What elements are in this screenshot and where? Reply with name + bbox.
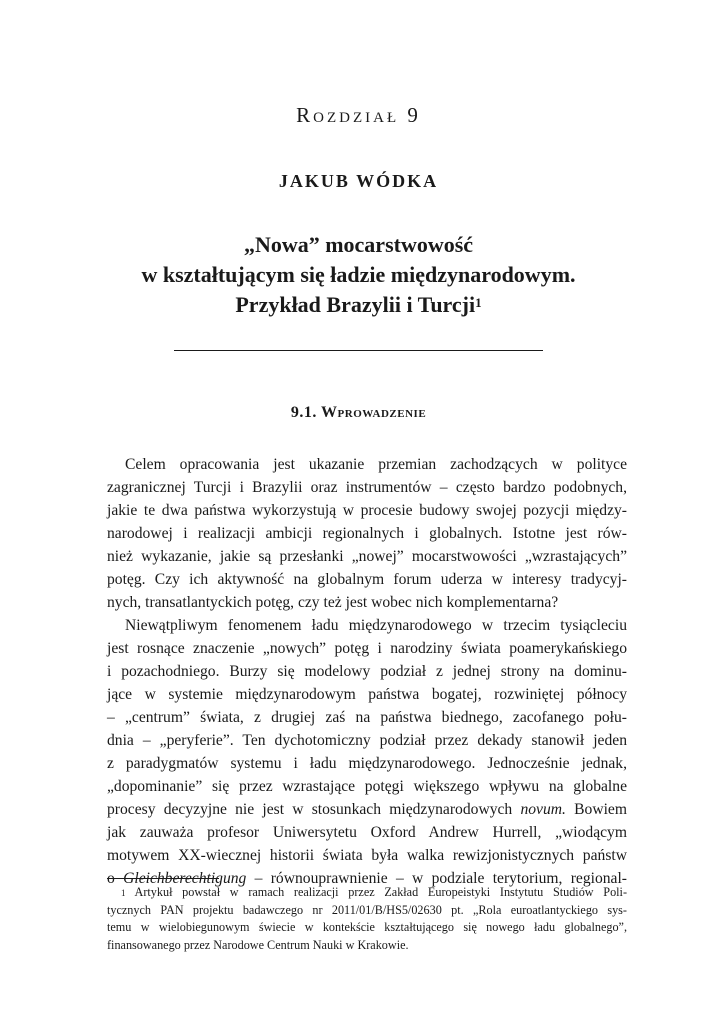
footnote-line: tycznych PAN projektu badawczego nr 2011/01/B/HS5/02630 pt. „Rola euroatlantyckiego sys-: [107, 902, 627, 917]
body-line: motywem XX-wiecznej historii świata była walka rewizjonistycznych państw: [107, 847, 627, 864]
section-heading: 9.1. Wprowadzenie: [290, 404, 427, 421]
footnote-line: [107, 884, 627, 902]
chapter-title: [60, 230, 657, 320]
body-line: nież wykazanie, jakie są przesłanki „nowej” mocarstwowości „wzrastających”: [107, 548, 627, 565]
body-line: jest rosnące znaczenie „nowych” potęg i narodziny świata poamerykańskiego: [107, 640, 627, 657]
body-line-text: – równouprawnienie – w podziale terytorium, regional-: [254, 870, 627, 887]
body-line: dnia – „peryferie”. Ten dychotomiczny podział przez dekady stanowił jeden: [107, 732, 627, 749]
footnote: [107, 884, 627, 954]
body-line-text: Bowiem: [574, 801, 627, 818]
footnote-divider: [107, 878, 219, 879]
title-line: w kształtującym się ładzie międzynarodowym.: [141, 262, 576, 287]
footnote-line-text: Artykuł powstał w ramach realizacji przez Zakład Europeistyki Instytutu Studiów Poli-: [134, 885, 627, 899]
body-line: jące w systemie międzynarodowym państwa bogatej, rozwiniętej północy: [107, 686, 627, 703]
body-line: potęg. Czy ich aktywność na globalnym forum uderza w interesy tradycyj-: [107, 571, 627, 588]
body-line-text: procesy decyzyjne nie jest w stosunkach międzynarodowych: [107, 801, 513, 818]
body-line: i pozachodniego. Burzy się modelowy podział z jednej strony na dominu-: [107, 663, 627, 680]
body-line: – „centrum” świata, z drugiej zaś na państwa biednego, zacofanego połu-: [107, 709, 627, 726]
footnote-line: temu w wielobiegunowym świecie w kontekście kształtującego się nowego ładu globalnego”,: [107, 920, 627, 934]
footnote-line: finansowanego przez Narodowe Centrum Nauki w Krakowie.: [107, 937, 409, 952]
title-line-text: Przykład Brazylii i Turcji: [235, 292, 476, 317]
body-line: „dopominanie” się przez wzrastające potęgi większego wpływu na globalne: [107, 778, 627, 795]
body-line: nych, transatlantyckich potęg, czy też jest wobec nich komplementarna?: [107, 594, 559, 611]
body-line: jak zauważa profesor Uniwersytetu Oxford Andrew Hurrell, „wiodącym: [107, 824, 627, 841]
italic-term-gleichberechtigung: Gleichberechtigung: [123, 870, 247, 887]
body-line: narodowej i realizacji ambicji regionalnych i globalnych. Istotne jest rów-: [107, 525, 627, 542]
body-line: jakie te dwa państwa wykorzystują w procesie budowy swojej pozycji między-: [107, 502, 627, 519]
title-line: „Nowa” mocarstwowość: [243, 232, 474, 257]
body-line: zagranicznej Turcji i Brazylii oraz instrumentów – często bardzo podobnych,: [107, 479, 627, 496]
body-line-text: o: [107, 870, 115, 887]
italic-term-novum: novum.: [520, 801, 566, 818]
body-line: Niewątpliwym fenomenem ładu międzynarodowego w trzecim tysiącleciu: [125, 617, 627, 634]
title-line: [60, 290, 657, 320]
chapter-label: Rozdział 9: [296, 103, 421, 127]
author-name: JAKUB WÓDKA: [278, 171, 439, 191]
title-footnote-marker[interactable]: 1: [475, 295, 482, 310]
footnote-marker: 1: [121, 888, 126, 898]
body-line: z paradygmatów systemu i ładu międzynarodowego. Jednocześnie jednak,: [107, 755, 627, 772]
body-text: [107, 453, 627, 890]
body-line: Celem opracowania jest ukazanie przemian zachodzących w polityce: [125, 456, 627, 473]
body-line: [107, 798, 627, 821]
title-divider: [174, 350, 543, 351]
